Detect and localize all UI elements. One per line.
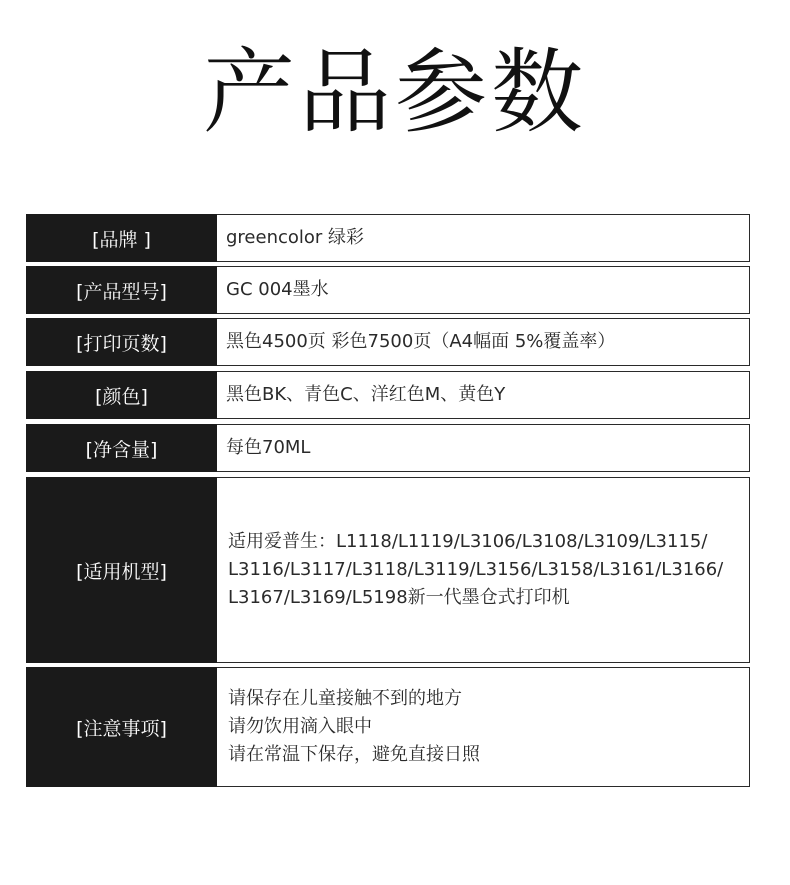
spec-value-model (217, 266, 750, 314)
spec-value-line: GC 004墨水 (226, 279, 329, 300)
spec-value-precautions (217, 667, 750, 787)
spec-value-brand (217, 214, 750, 262)
spec-value-line: 请勿饮用滴入眼中 (228, 716, 372, 737)
spec-value-page-yield (217, 318, 750, 366)
spec-label-model: [产品型号] (26, 266, 217, 314)
spec-value-line: L3167/L3169/L5198新一代墨仓式打印机 (228, 587, 570, 608)
spec-row-precautions (26, 667, 750, 787)
spec-value-net-content (217, 424, 750, 472)
spec-value-line: greencolor 绿彩 (226, 227, 365, 248)
spec-label-brand: [品牌 ] (26, 214, 217, 262)
page-title: 产品参数 (202, 39, 587, 146)
spec-row-net-content (26, 424, 750, 472)
spec-row-brand (26, 214, 750, 262)
spec-value-colors (217, 371, 750, 419)
spec-row-page-yield (26, 318, 750, 366)
spec-row-colors (26, 371, 750, 419)
spec-value-line: 黑色4500页 彩色7500页（A4幅面 5%覆盖率） (226, 331, 616, 352)
spec-value-line: 请保存在儿童接触不到的地方 (228, 688, 462, 709)
spec-label-colors: [颜色] (26, 371, 217, 419)
spec-value-line: L3116/L3117/L3118/L3119/L3156/L3158/L3161/L3166/ (228, 559, 724, 580)
spec-value-compatible-models (217, 477, 750, 663)
spec-row-model (26, 266, 750, 314)
spec-value-line: 每色70ML (226, 437, 311, 458)
spec-row-compatible-models (26, 477, 750, 663)
spec-value-line: 请在常温下保存，避免直接日照 (228, 744, 480, 765)
spec-label-compatible-models: [适用机型] (26, 477, 217, 663)
spec-value-line: 黑色BK、青色C、洋红色M、黄色Y (226, 384, 506, 405)
spec-label-net-content: [净含量] (26, 424, 217, 472)
spec-label-page-yield: [打印页数] (26, 318, 217, 366)
spec-label-precautions: [注意事项] (26, 667, 217, 787)
spec-value-line: 适用爱普生：L1118/L1119/L3106/L3108/L3109/L3115/ (228, 531, 708, 552)
